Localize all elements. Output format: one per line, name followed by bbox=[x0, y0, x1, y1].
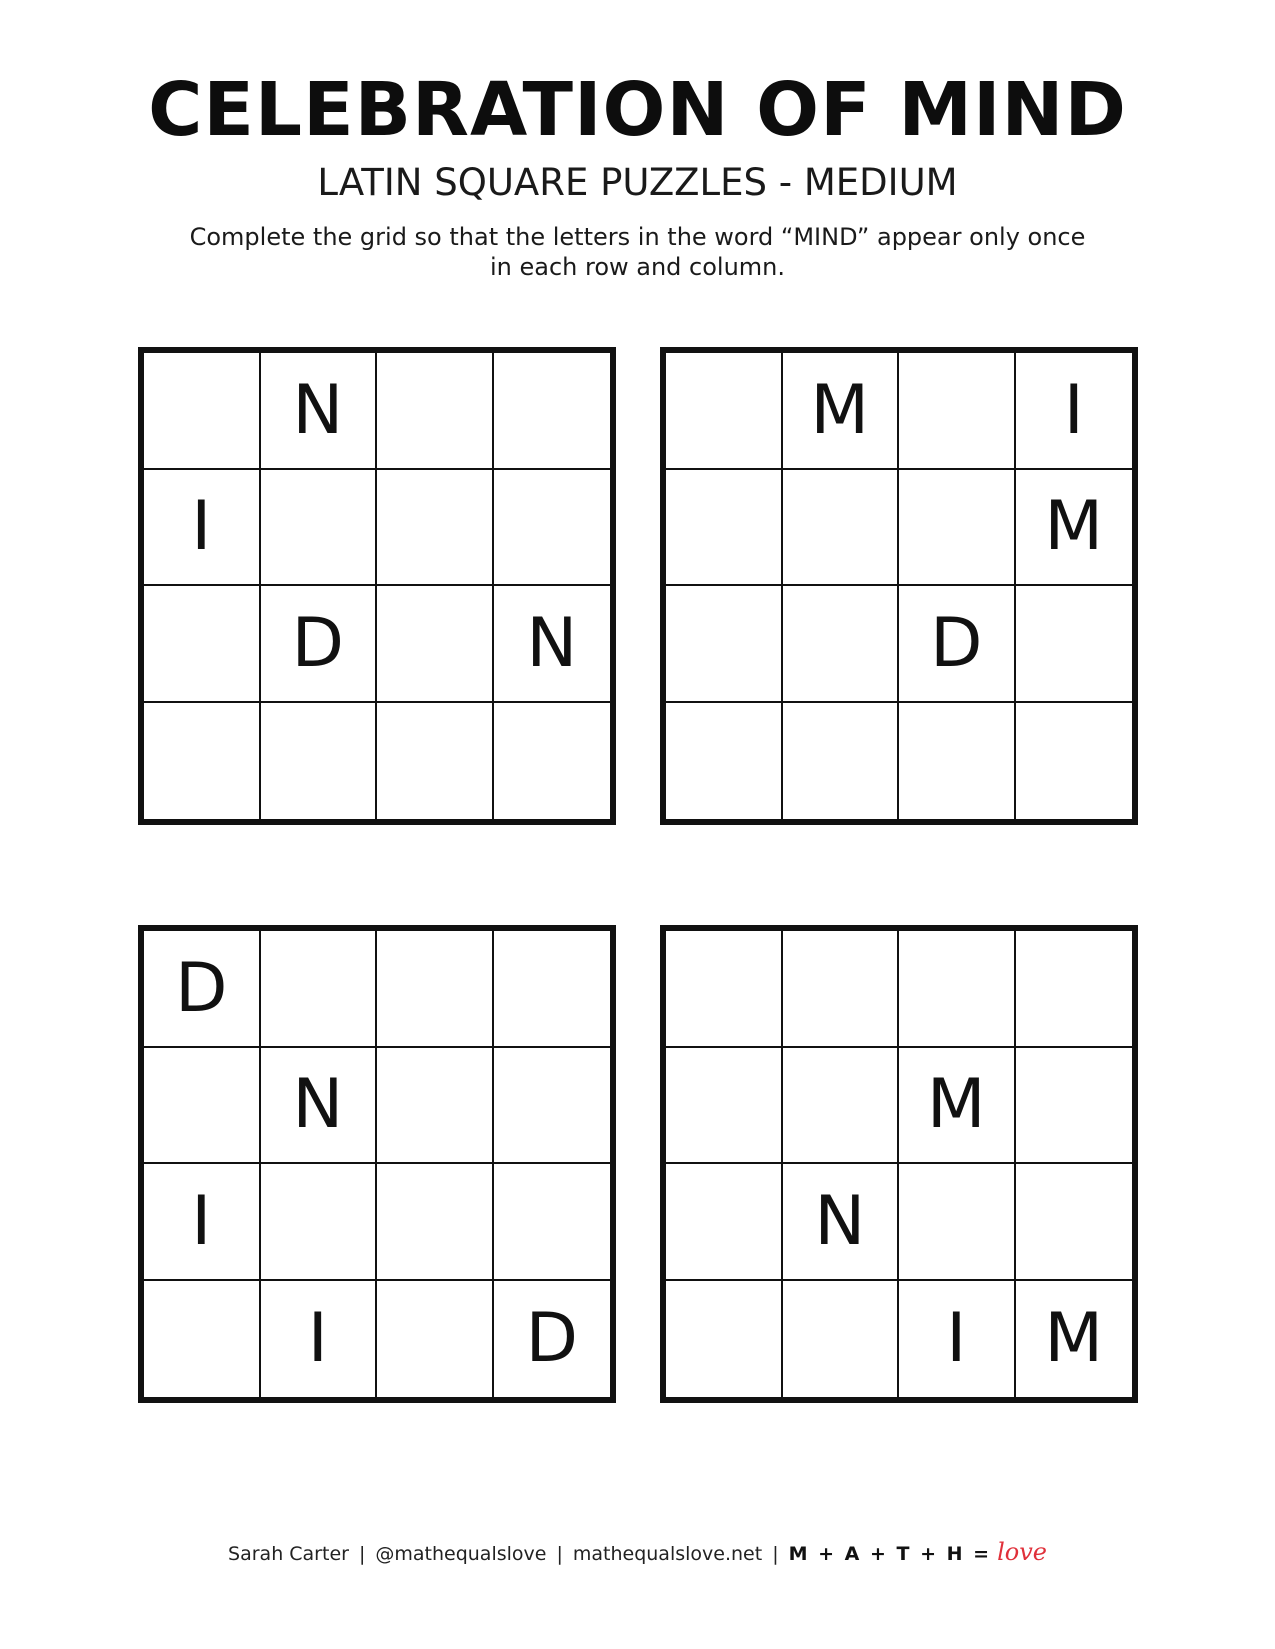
grid-cell[interactable] bbox=[899, 470, 1016, 587]
footer-logo-text: M + A + T + H = bbox=[788, 1543, 992, 1565]
grid-cell[interactable] bbox=[899, 353, 1016, 470]
grid-cell[interactable] bbox=[377, 586, 494, 703]
grid-cell[interactable] bbox=[377, 1164, 494, 1281]
grid-cell[interactable] bbox=[783, 931, 900, 1048]
grid-cell: D bbox=[494, 1281, 611, 1398]
grid-cell[interactable] bbox=[261, 931, 378, 1048]
puzzle-grid-2 bbox=[660, 347, 1138, 825]
grid-cell[interactable] bbox=[899, 1164, 1016, 1281]
grid-cell[interactable] bbox=[1016, 703, 1133, 820]
grid-cell[interactable] bbox=[494, 1048, 611, 1165]
grid-cell: D bbox=[144, 931, 261, 1048]
grid-cell[interactable] bbox=[377, 1281, 494, 1398]
grid-cell: N bbox=[494, 586, 611, 703]
grid-cell[interactable] bbox=[494, 703, 611, 820]
grid-cell[interactable] bbox=[377, 931, 494, 1048]
grid-cell[interactable] bbox=[377, 1048, 494, 1165]
grid-cell[interactable] bbox=[144, 1281, 261, 1398]
page-title: CELEBRATION OF MIND bbox=[148, 67, 1127, 153]
grid-cell[interactable] bbox=[1016, 1048, 1133, 1165]
grid-cell[interactable] bbox=[494, 931, 611, 1048]
footer-author: Sarah Carter bbox=[228, 1543, 349, 1565]
grid-cell[interactable] bbox=[1016, 931, 1133, 1048]
instructions-line-1: Complete the grid so that the letters in the word “MIND” appear only once bbox=[189, 223, 1086, 251]
grid-cell[interactable] bbox=[377, 703, 494, 820]
grid-cell[interactable] bbox=[377, 470, 494, 587]
puzzle-grid-3 bbox=[138, 925, 616, 1403]
grid-cell: M bbox=[1016, 470, 1133, 587]
grid-cell[interactable] bbox=[494, 353, 611, 470]
grid-cell[interactable] bbox=[261, 1164, 378, 1281]
footer-logo-love: love bbox=[997, 1538, 1047, 1566]
grid-cell: M bbox=[899, 1048, 1016, 1165]
grid-cell[interactable] bbox=[261, 703, 378, 820]
grid-cell[interactable] bbox=[144, 586, 261, 703]
grid-cell: N bbox=[261, 1048, 378, 1165]
grid-cell: I bbox=[1016, 353, 1133, 470]
grid-cell: I bbox=[261, 1281, 378, 1398]
grid-cell[interactable] bbox=[144, 1048, 261, 1165]
grid-cell: M bbox=[783, 353, 900, 470]
grid-cell[interactable] bbox=[899, 703, 1016, 820]
instructions-line-2: in each row and column. bbox=[489, 253, 786, 281]
grid-cell[interactable] bbox=[666, 470, 783, 587]
grid-cell: I bbox=[144, 470, 261, 587]
page-subtitle: LATIN SQUARE PUZZLES - MEDIUM bbox=[317, 161, 958, 204]
footer-website: mathequalslove.net bbox=[572, 1543, 763, 1565]
grid-cell[interactable] bbox=[666, 1164, 783, 1281]
puzzle-grid-4 bbox=[660, 925, 1138, 1403]
instructions bbox=[0, 222, 1275, 282]
grid-cell[interactable] bbox=[666, 1048, 783, 1165]
grid-cell[interactable] bbox=[666, 703, 783, 820]
grid-cell: M bbox=[1016, 1281, 1133, 1398]
grid-cell[interactable] bbox=[783, 703, 900, 820]
grid-cell[interactable] bbox=[783, 1048, 900, 1165]
grid-cell[interactable] bbox=[1016, 586, 1133, 703]
grid-cell[interactable] bbox=[783, 586, 900, 703]
footer-separator: | bbox=[556, 1543, 563, 1565]
footer-separator: | bbox=[358, 1543, 366, 1565]
footer-separator: | bbox=[772, 1543, 779, 1565]
puzzle-grid-1 bbox=[138, 347, 616, 825]
grid-cell[interactable] bbox=[666, 586, 783, 703]
grid-cell[interactable] bbox=[144, 353, 261, 470]
grid-cell[interactable] bbox=[377, 353, 494, 470]
grid-cell[interactable] bbox=[666, 353, 783, 470]
grid-cell: D bbox=[261, 586, 378, 703]
grid-cell: N bbox=[261, 353, 378, 470]
grid-cell: I bbox=[144, 1164, 261, 1281]
grid-cell[interactable] bbox=[783, 470, 900, 587]
grid-cell[interactable] bbox=[783, 1281, 900, 1398]
footer bbox=[0, 1538, 1275, 1568]
grid-cell[interactable] bbox=[899, 931, 1016, 1048]
footer-handle: @mathequalslove bbox=[375, 1543, 547, 1565]
grid-cell: D bbox=[899, 586, 1016, 703]
grid-cell[interactable] bbox=[261, 470, 378, 587]
grid-cell[interactable] bbox=[494, 470, 611, 587]
grid-cell[interactable] bbox=[666, 1281, 783, 1398]
grid-cell[interactable] bbox=[494, 1164, 611, 1281]
grid-cell[interactable] bbox=[666, 931, 783, 1048]
grid-cell: I bbox=[899, 1281, 1016, 1398]
grid-cell[interactable] bbox=[144, 703, 261, 820]
grid-cell: N bbox=[783, 1164, 900, 1281]
grid-cell[interactable] bbox=[1016, 1164, 1133, 1281]
